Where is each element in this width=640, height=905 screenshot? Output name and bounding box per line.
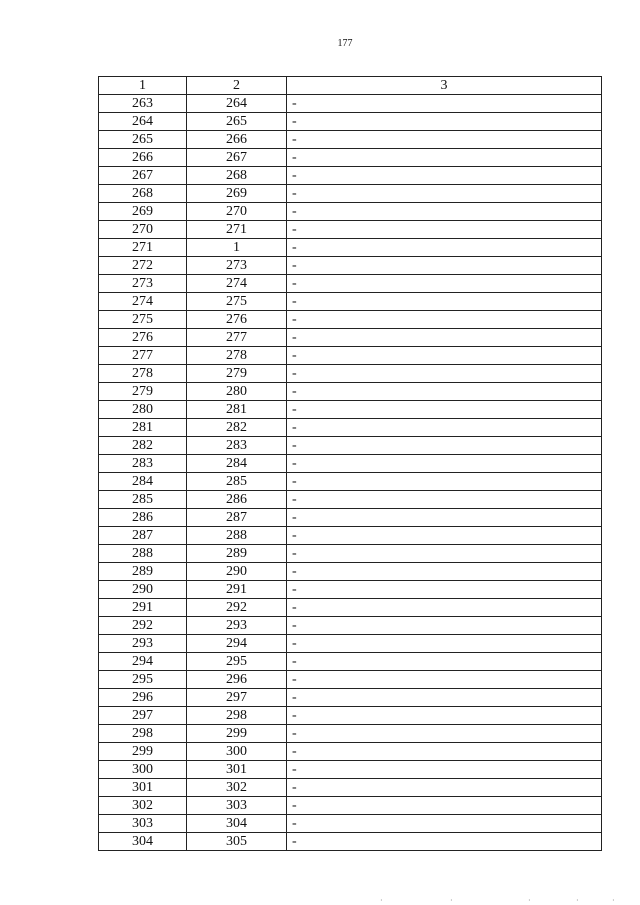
table-cell-col3: - [287, 833, 602, 851]
scan-mark: · [576, 896, 579, 905]
table-cell-col3: - [287, 113, 602, 131]
table-row [99, 473, 602, 491]
scan-mark: · [450, 896, 453, 905]
table-row [99, 725, 602, 743]
table-cell-col1: 303 [99, 815, 187, 833]
table-cell-col3: - [287, 383, 602, 401]
table-cell-col3: - [287, 275, 602, 293]
table-cell-col2: 299 [187, 725, 287, 743]
table-row [99, 365, 602, 383]
table-cell-col1: 268 [99, 185, 187, 203]
table-cell-col3: - [287, 347, 602, 365]
table-cell-col1: 297 [99, 707, 187, 725]
table-cell-col2: 276 [187, 311, 287, 329]
table-cell-col1: 276 [99, 329, 187, 347]
table-cell-col3: - [287, 761, 602, 779]
table-row [99, 527, 602, 545]
table-cell-col1: 294 [99, 653, 187, 671]
table-cell-col2: 286 [187, 491, 287, 509]
scan-mark: · [612, 896, 615, 905]
table-cell-col3: - [287, 455, 602, 473]
table-row [99, 545, 602, 563]
table-cell-col3: - [287, 419, 602, 437]
table-cell-col3: - [287, 527, 602, 545]
table-row [99, 275, 602, 293]
table-cell-col3: - [287, 329, 602, 347]
table-row [99, 167, 602, 185]
table-cell-col3: - [287, 365, 602, 383]
table-cell-col2: 281 [187, 401, 287, 419]
table-cell-col3: - [287, 581, 602, 599]
table-cell-col1: 300 [99, 761, 187, 779]
table-cell-col1: 293 [99, 635, 187, 653]
table-cell-col3: - [287, 95, 602, 113]
table-cell-col3: - [287, 473, 602, 491]
table-cell-col2: 302 [187, 779, 287, 797]
table-cell-col3: - [287, 509, 602, 527]
table-cell-col1: 278 [99, 365, 187, 383]
table-cell-col2: 300 [187, 743, 287, 761]
table-cell-col1: 301 [99, 779, 187, 797]
table-cell-col3: - [287, 779, 602, 797]
table-cell-col1: 275 [99, 311, 187, 329]
table-cell-col2: 264 [187, 95, 287, 113]
table-cell-col3: - [287, 797, 602, 815]
table-row [99, 833, 602, 851]
table-cell-col1: 284 [99, 473, 187, 491]
data-table [98, 76, 602, 851]
table-cell-col1: 263 [99, 95, 187, 113]
table-cell-col2: 287 [187, 509, 287, 527]
table-cell-col1: 288 [99, 545, 187, 563]
table-cell-col1: 273 [99, 275, 187, 293]
table-cell-col2: 283 [187, 437, 287, 455]
table-cell-col3: - [287, 311, 602, 329]
table-cell-col2: 304 [187, 815, 287, 833]
table-row [99, 581, 602, 599]
table-cell-col3: - [287, 491, 602, 509]
table-cell-col1: 292 [99, 617, 187, 635]
table-cell-col3: - [287, 257, 602, 275]
table-row [99, 491, 602, 509]
table-row [99, 815, 602, 833]
table-cell-col1: 286 [99, 509, 187, 527]
column-header-2: 2 [187, 77, 287, 95]
table-cell-col3: - [287, 725, 602, 743]
table-cell-col2: 292 [187, 599, 287, 617]
table-row [99, 149, 602, 167]
table-row [99, 347, 602, 365]
table-cell-col1: 271 [99, 239, 187, 257]
table-cell-col1: 279 [99, 383, 187, 401]
scan-artifacts [380, 896, 620, 904]
table-cell-col3: - [287, 815, 602, 833]
table-row [99, 329, 602, 347]
table-cell-col3: - [287, 599, 602, 617]
table-cell-col1: 283 [99, 455, 187, 473]
table-cell-col2: 273 [187, 257, 287, 275]
table-row [99, 635, 602, 653]
table-row [99, 617, 602, 635]
table-cell-col3: - [287, 653, 602, 671]
table-cell-col3: - [287, 167, 602, 185]
table-cell-col2: 277 [187, 329, 287, 347]
table-cell-col2: 288 [187, 527, 287, 545]
table-row [99, 761, 602, 779]
table-row [99, 131, 602, 149]
table-row [99, 221, 602, 239]
table-row [99, 509, 602, 527]
table-cell-col3: - [287, 437, 602, 455]
table-row [99, 563, 602, 581]
table-row [99, 671, 602, 689]
table-cell-col2: 268 [187, 167, 287, 185]
table-cell-col2: 301 [187, 761, 287, 779]
table-cell-col2: 269 [187, 185, 287, 203]
table-cell-col2: 295 [187, 653, 287, 671]
table-row [99, 599, 602, 617]
table-cell-col2: 279 [187, 365, 287, 383]
page-number: 177 [337, 38, 353, 49]
table-cell-col3: - [287, 743, 602, 761]
table-cell-col1: 290 [99, 581, 187, 599]
table-cell-col2: 265 [187, 113, 287, 131]
table-cell-col1: 291 [99, 599, 187, 617]
table-cell-col1: 298 [99, 725, 187, 743]
table-cell-col2: 278 [187, 347, 287, 365]
table-cell-col2: 267 [187, 149, 287, 167]
header-row [99, 77, 602, 95]
table-cell-col1: 289 [99, 563, 187, 581]
table-cell-col2: 305 [187, 833, 287, 851]
table-cell-col2: 284 [187, 455, 287, 473]
scan-mark: · [380, 896, 383, 905]
table-row [99, 455, 602, 473]
table-cell-col1: 285 [99, 491, 187, 509]
table-cell-col3: - [287, 707, 602, 725]
table-cell-col1: 304 [99, 833, 187, 851]
table-cell-col2: 289 [187, 545, 287, 563]
table-cell-col1: 274 [99, 293, 187, 311]
table-cell-col3: - [287, 545, 602, 563]
table-row [99, 257, 602, 275]
table-cell-col2: 294 [187, 635, 287, 653]
table-cell-col1: 277 [99, 347, 187, 365]
table-cell-col2: 1 [187, 239, 287, 257]
table-cell-col3: - [287, 563, 602, 581]
table-row [99, 293, 602, 311]
table-row [99, 95, 602, 113]
table-cell-col1: 302 [99, 797, 187, 815]
table-cell-col2: 271 [187, 221, 287, 239]
table-cell-col1: 272 [99, 257, 187, 275]
table-cell-col2: 275 [187, 293, 287, 311]
table-cell-col1: 267 [99, 167, 187, 185]
table-row [99, 383, 602, 401]
table-cell-col3: - [287, 185, 602, 203]
table-row [99, 113, 602, 131]
table-cell-col2: 293 [187, 617, 287, 635]
column-header-1: 1 [99, 77, 187, 95]
table-cell-col3: - [287, 131, 602, 149]
table-cell-col2: 266 [187, 131, 287, 149]
table-row [99, 707, 602, 725]
table-row [99, 653, 602, 671]
table-cell-col2: 274 [187, 275, 287, 293]
table-cell-col3: - [287, 401, 602, 419]
table-cell-col1: 280 [99, 401, 187, 419]
table-cell-col2: 297 [187, 689, 287, 707]
table-cell-col1: 265 [99, 131, 187, 149]
table-cell-col1: 269 [99, 203, 187, 221]
table-cell-col2: 303 [187, 797, 287, 815]
table-row [99, 185, 602, 203]
table-cell-col3: - [287, 671, 602, 689]
table-row [99, 311, 602, 329]
table-row [99, 419, 602, 437]
table-cell-col3: - [287, 149, 602, 167]
scan-mark: · [528, 896, 531, 905]
table-cell-col2: 298 [187, 707, 287, 725]
table-cell-col1: 270 [99, 221, 187, 239]
table-cell-col1: 299 [99, 743, 187, 761]
table-cell-col2: 282 [187, 419, 287, 437]
table-body [99, 95, 602, 851]
column-header-3: 3 [287, 77, 602, 95]
table-row [99, 401, 602, 419]
table-cell-col3: - [287, 689, 602, 707]
table-cell-col2: 285 [187, 473, 287, 491]
table-cell-col1: 295 [99, 671, 187, 689]
table-row [99, 689, 602, 707]
table-row [99, 437, 602, 455]
table-cell-col1: 282 [99, 437, 187, 455]
table-cell-col2: 291 [187, 581, 287, 599]
table-cell-col2: 290 [187, 563, 287, 581]
table-cell-col1: 287 [99, 527, 187, 545]
table-row [99, 779, 602, 797]
table-cell-col2: 296 [187, 671, 287, 689]
table-cell-col2: 270 [187, 203, 287, 221]
table-cell-col3: - [287, 617, 602, 635]
table-cell-col1: 266 [99, 149, 187, 167]
table-cell-col3: - [287, 221, 602, 239]
table-row [99, 203, 602, 221]
table-row [99, 239, 602, 257]
table-cell-col1: 281 [99, 419, 187, 437]
table-row [99, 743, 602, 761]
table-cell-col1: 296 [99, 689, 187, 707]
table-cell-col3: - [287, 203, 602, 221]
table-row [99, 797, 602, 815]
table-cell-col1: 264 [99, 113, 187, 131]
table-cell-col3: - [287, 635, 602, 653]
table-cell-col3: - [287, 293, 602, 311]
table-cell-col2: 280 [187, 383, 287, 401]
table-cell-col3: - [287, 239, 602, 257]
